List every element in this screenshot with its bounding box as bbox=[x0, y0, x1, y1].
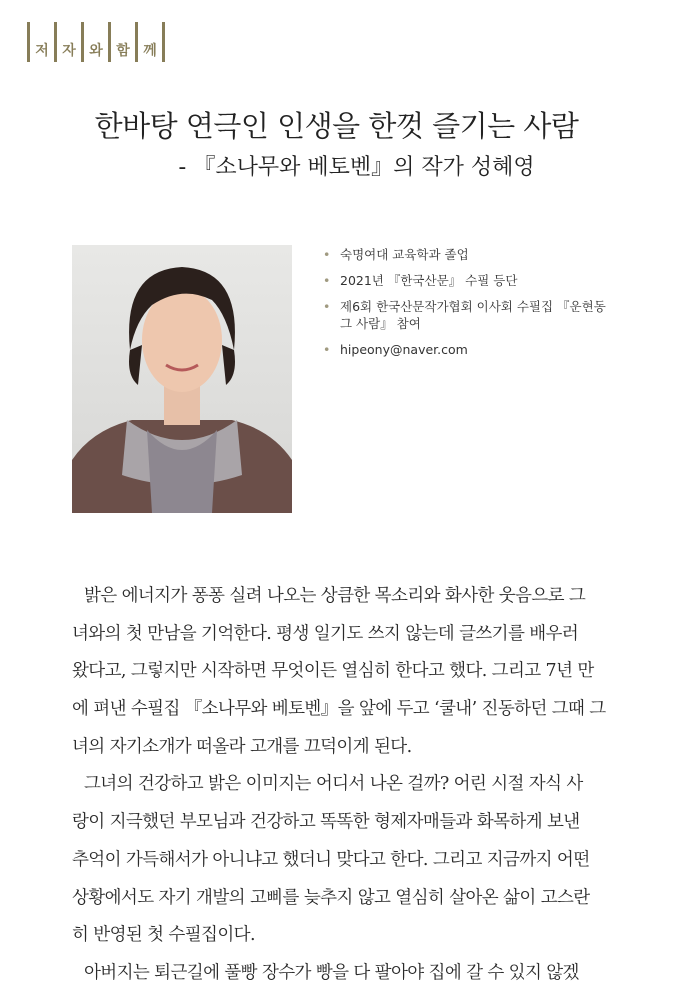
body-line: 상황에서도 자기 개발의 고삐를 늦추지 않고 열심히 살아온 삶이 고스란 bbox=[72, 887, 590, 908]
bio-item bbox=[318, 272, 618, 289]
section-tag-char: 께 bbox=[135, 22, 162, 62]
section-tag-divider bbox=[162, 22, 165, 62]
body-line: 왔다고, 그렇지만 시작하면 무엇이든 열심히 한다고 했다. 그리고 7년 만 bbox=[72, 661, 594, 682]
body-line: 녀와의 첫 만남을 기억한다. 평생 일기도 쓰지 않는데 글쓰기를 배우러 bbox=[72, 623, 579, 644]
bio-item bbox=[318, 341, 618, 358]
section-tag bbox=[27, 22, 165, 62]
bio-email: hipeony@naver.com bbox=[340, 342, 468, 357]
author-photo bbox=[72, 245, 292, 513]
section-tag-char: 저 bbox=[27, 22, 54, 62]
article-body bbox=[72, 578, 617, 993]
section-tag-char: 와 bbox=[81, 22, 108, 62]
body-line: 랑이 지극했던 부모님과 건강하고 똑똑한 형제자매들과 화목하게 보낸 bbox=[72, 812, 580, 833]
bio-text: 숙명여대 교육학과 졸업 bbox=[340, 247, 469, 262]
body-line: 히 반영된 첫 수필집이다. bbox=[72, 925, 255, 946]
body-line: 그녀의 건강하고 밝은 이미지는 어디서 나온 걸까? 어린 시절 자식 사 bbox=[84, 774, 583, 795]
author-bio-list bbox=[318, 246, 618, 367]
body-line: 에 펴낸 수필집 『소나무와 베토벤』을 앞에 두고 ‘쿨내’ 진동하던 그때 그 bbox=[72, 699, 606, 720]
body-line: 아버지는 퇴근길에 풀빵 장수가 빵을 다 팔아야 집에 갈 수 있지 않겠 bbox=[84, 962, 579, 983]
bio-item bbox=[318, 246, 618, 263]
section-tag-char: 자 bbox=[54, 22, 81, 62]
body-line: 녀의 자기소개가 떠올라 고개를 끄덕이게 된다. bbox=[72, 736, 412, 757]
bio-text: 2021년 『한국산문』 수필 등단 bbox=[340, 273, 518, 288]
bio-item bbox=[318, 298, 618, 332]
bio-text: 제6회 한국산문작가협회 이사회 수필집 『운현동 그 사람』 참여 bbox=[340, 299, 606, 331]
section-tag-char: 함 bbox=[108, 22, 135, 62]
article-subtitle: - 『소나무와 베토벤』의 작가 성혜영 bbox=[178, 155, 535, 180]
bullet-icon: • bbox=[323, 299, 331, 314]
body-line: 밝은 에너지가 퐁퐁 실려 나오는 상큼한 목소리와 화사한 웃음으로 그 bbox=[84, 586, 586, 606]
bullet-icon: • bbox=[323, 247, 331, 262]
bullet-icon: • bbox=[323, 342, 331, 357]
body-line: 추억이 가득해서가 아니냐고 했더니 맞다고 한다. 그리고 지금까지 어떤 bbox=[72, 849, 590, 870]
bullet-icon: • bbox=[323, 273, 331, 288]
article-title: 한바탕 연극인 인생을 한껏 즐기는 사람 bbox=[94, 109, 579, 143]
